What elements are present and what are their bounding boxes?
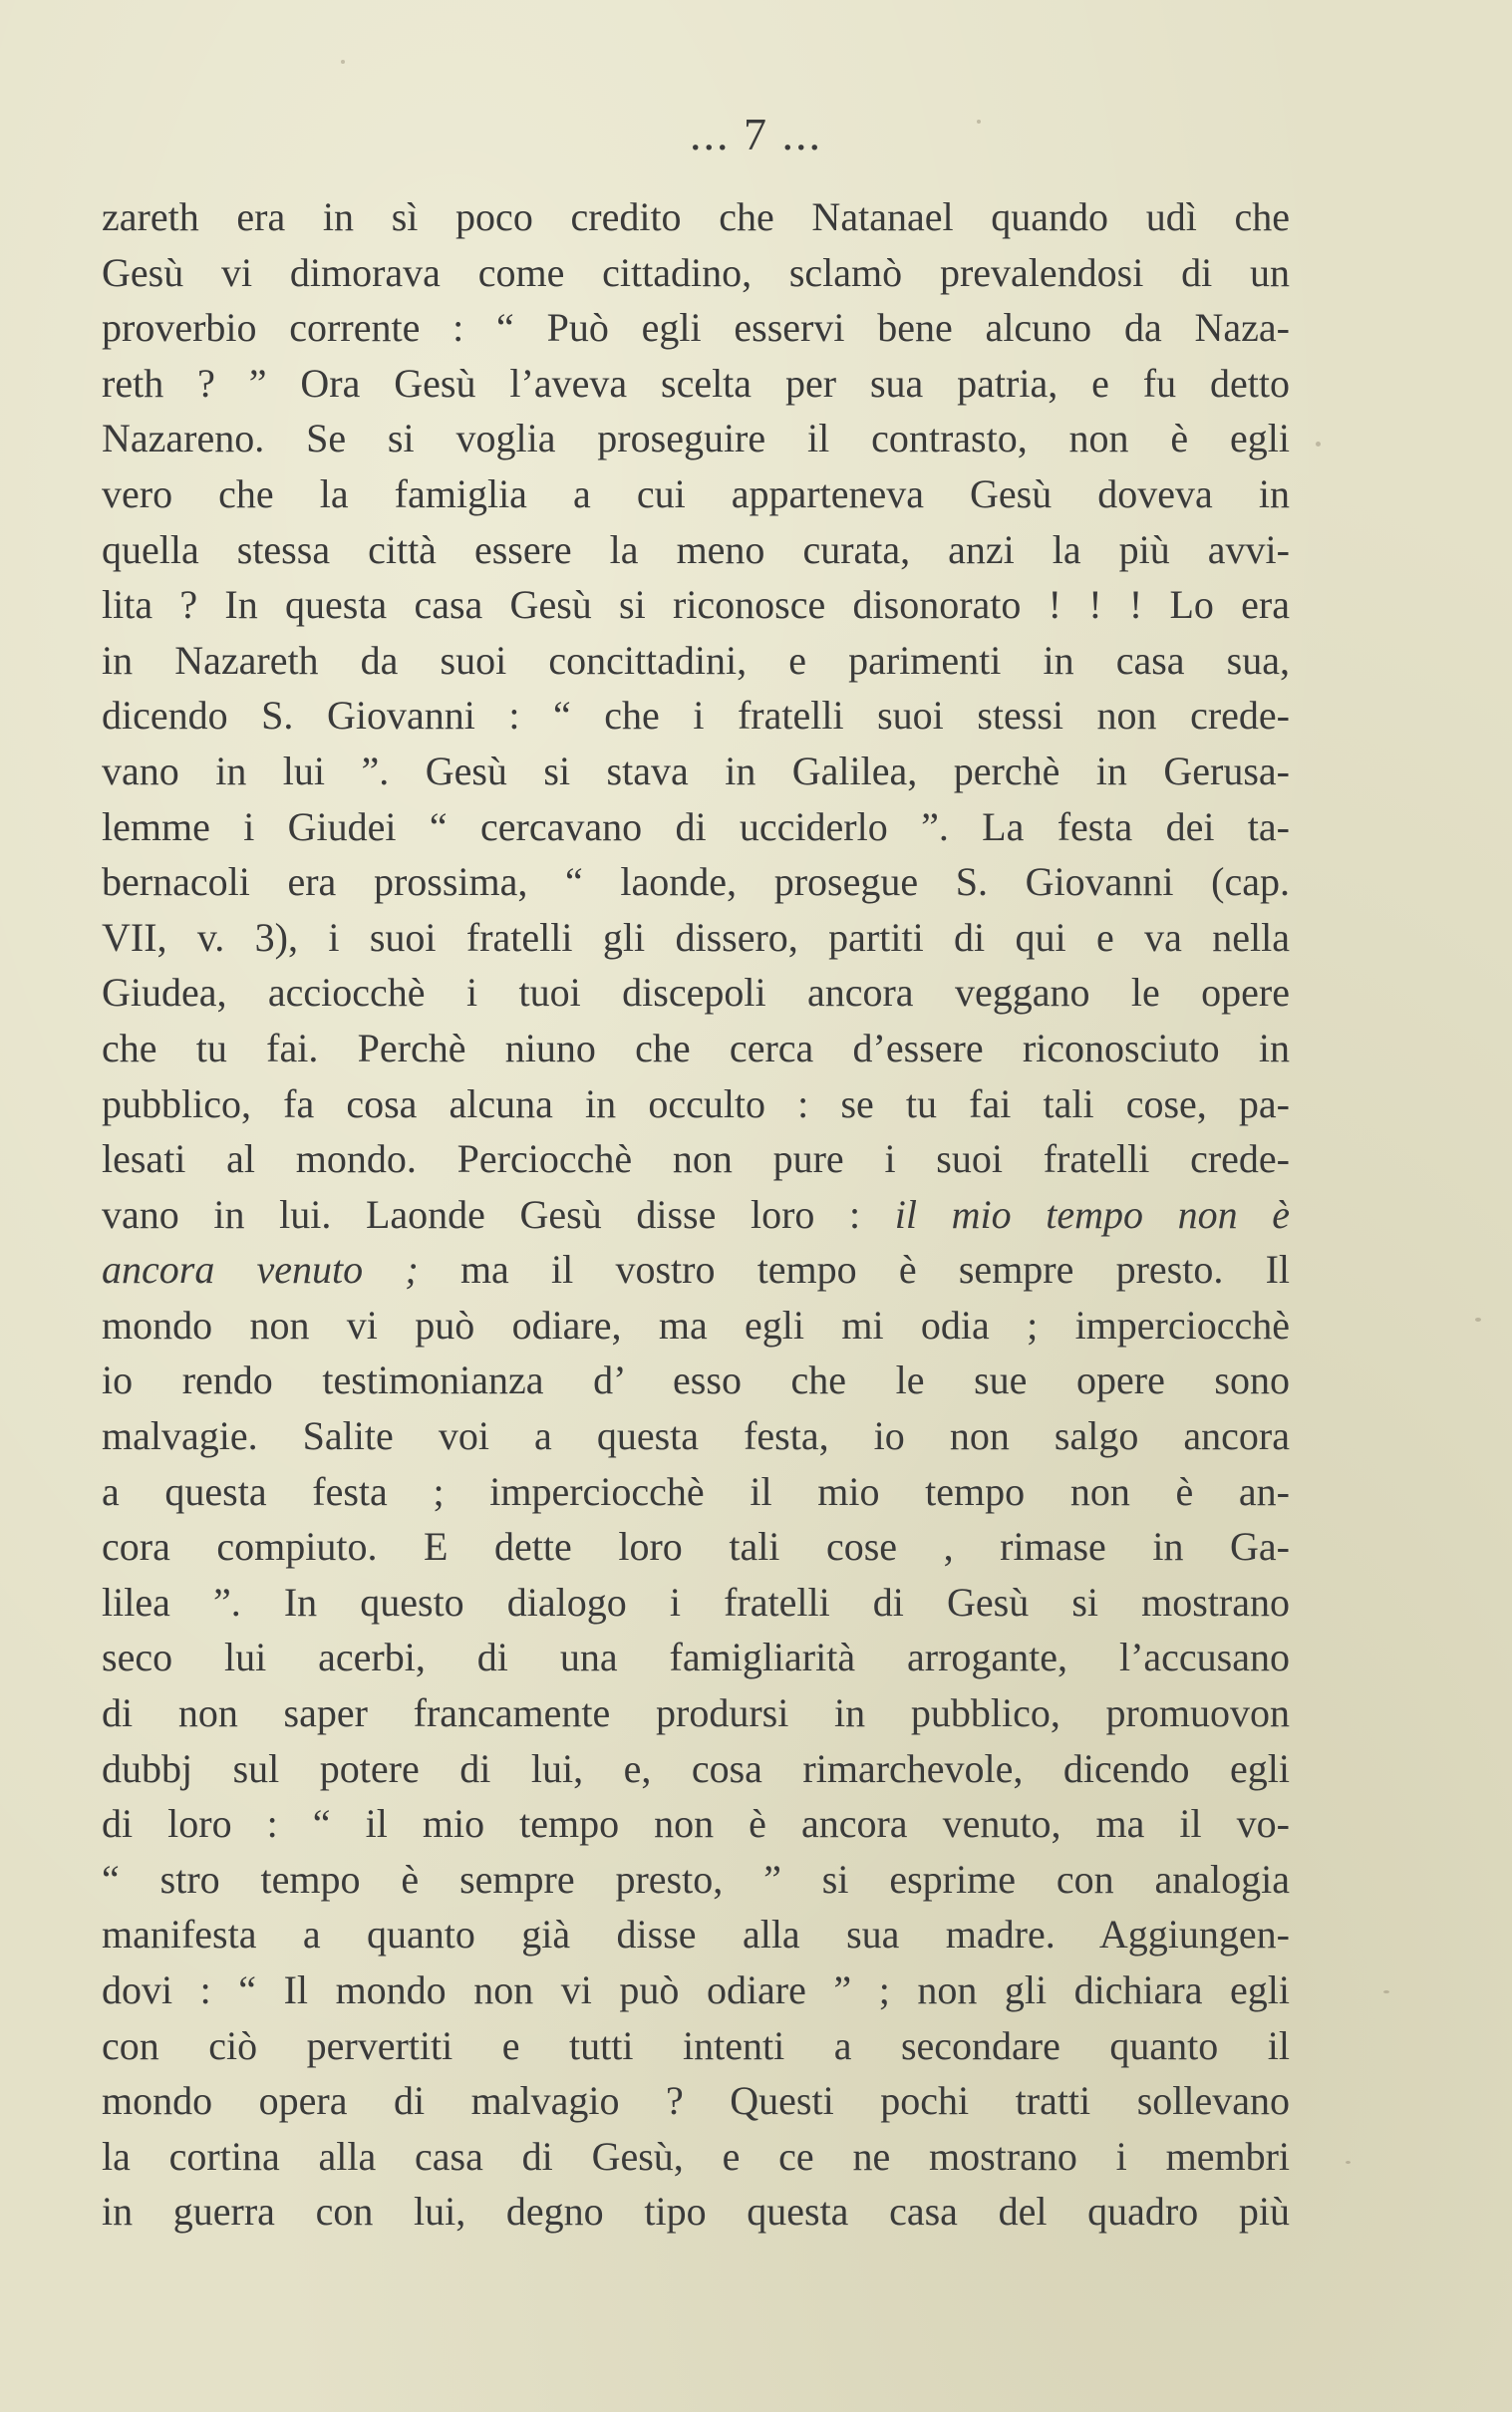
text-line <box>102 522 1290 578</box>
text-line <box>102 189 1290 245</box>
line-text: in Nazareth da suoi concittadini, e parimenti in casa sua, <box>102 637 1290 683</box>
line-text: bernacoli era prossima, “ laonde, prosegue S. Giovanni (cap. <box>102 859 1290 905</box>
line-text: vano in lui ”. Gesù si stava in Galilea, perchè in Gerusa- <box>102 748 1290 793</box>
text-line <box>102 1242 1290 1298</box>
line-text: di non saper francamente prodursi in pubblico, promuovon <box>102 1690 1290 1736</box>
line-text: con ciò pervertiti e tutti intenti a secondare quanto il <box>102 2022 1290 2068</box>
line-text: Gesù vi dimorava come cittadino, sclamò prevalendosi di un <box>102 249 1290 295</box>
paper-speck <box>341 60 345 64</box>
line-text: in guerra con lui, degno tipo questa casa del quadro più <box>102 2189 1290 2235</box>
line-text: dicendo S. Giovanni : “ che i fratelli suoi stessi non crede- <box>102 693 1290 739</box>
line-text: di loro : “ il mio tempo non è ancora venuto, ma il vo- <box>102 1801 1290 1847</box>
text-line <box>102 1852 1290 1908</box>
line-text: mondo opera di malvagio ? Questi pochi tratti sollevano <box>102 2078 1290 2124</box>
line-text: io rendo testimonianza d’ esso che le sue opere sono <box>102 1357 1290 1403</box>
text-line <box>102 577 1290 633</box>
line-text: manifesta a quanto già disse alla sua madre. Aggiungen- <box>102 1912 1290 1958</box>
text-line <box>102 2018 1290 2074</box>
line-text: lilea ”. In questo dialogo i fratelli di Gesù si mostrano <box>102 1579 1290 1625</box>
line-text: “ stro tempo è sempre presto, ” si esprime con analogia <box>102 1856 1290 1902</box>
line-text: vano in lui. Laonde Gesù disse loro : <box>102 1191 861 1237</box>
line-text: Giudea, acciocchè i tuoi discepoli ancora veggano le opere <box>102 970 1290 1016</box>
text-line <box>102 633 1290 689</box>
text-line <box>102 2184 1290 2240</box>
text-line <box>102 466 1290 522</box>
line-text: ma il vostro tempo è sempre presto. Il <box>459 1247 1290 1293</box>
line-text: lesati al mondo. Perciocchè non pure i suoi fratelli crede- <box>102 1136 1290 1182</box>
text-line <box>102 356 1290 412</box>
text-line <box>102 1298 1290 1354</box>
body-text <box>102 189 1290 2240</box>
line-text: la cortina alla casa di Gesù, e ce ne mostrano i membri <box>102 2133 1290 2179</box>
text-line <box>102 1464 1290 1520</box>
paper-speck <box>1316 442 1321 447</box>
text-line <box>102 688 1290 744</box>
line-text: Nazareno. Se si voglia proseguire il contrasto, non è egli <box>102 416 1290 461</box>
text-line <box>102 744 1290 799</box>
line-text: mondo non vi può odiare, ma egli mi odia ; imperciocchè <box>102 1302 1290 1348</box>
text-line <box>102 1187 1290 1243</box>
text-line <box>102 1076 1290 1132</box>
text-line <box>102 910 1290 966</box>
line-text: seco lui acerbi, di una famigliarità arrogante, l’accusano <box>102 1635 1290 1680</box>
text-line <box>102 854 1290 910</box>
line-text: malvagie. Salite voi a questa festa, io non salgo ancora <box>102 1413 1290 1459</box>
text-line <box>102 799 1290 855</box>
line-text: cora compiuto. E dette loro tali cose , rimase in Ga- <box>102 1524 1290 1570</box>
text-line <box>102 1408 1290 1464</box>
paper-speck <box>1383 1990 1389 1993</box>
line-text: dovi : “ Il mondo non vi può odiare ” ; non gli dichiara egli <box>102 1967 1290 2012</box>
line-text: lemme i Giudei “ cercavano di ucciderlo ”. La festa dei ta- <box>102 803 1290 849</box>
text-line <box>102 245 1290 301</box>
line-text: a questa festa ; imperciocchè il mio tempo non è an- <box>102 1468 1290 1514</box>
text-line <box>102 965 1290 1021</box>
text-line <box>102 1131 1290 1187</box>
line-text: reth ? ” Ora Gesù l’aveva scelta per sua patria, e fu detto <box>102 360 1290 406</box>
text-line <box>102 1796 1290 1852</box>
text-line <box>102 1353 1290 1408</box>
text-line <box>102 2073 1290 2129</box>
text-line <box>102 1685 1290 1741</box>
text-line <box>102 300 1290 356</box>
line-text: VII, v. 3), i suoi fratelli gli dissero, partiti di qui e va nella <box>102 914 1290 960</box>
line-italic-text: ancora venuto ; <box>102 1247 419 1293</box>
line-text: proverbio corrente : “ Può egli esservi bene alcuno da Naza- <box>102 305 1290 351</box>
text-line <box>102 1519 1290 1575</box>
line-text: vero che la famiglia a cui apparteneva Gesù doveva in <box>102 470 1290 516</box>
line-text: lita ? In questa casa Gesù si riconosce disonorato ! ! ! Lo era <box>102 582 1290 628</box>
paper-speck <box>1475 1318 1481 1322</box>
text-line <box>102 1907 1290 1962</box>
line-text: che tu fai. Perchè niuno che cerca d’essere riconosciuto in <box>102 1025 1290 1070</box>
line-text: quella stessa città essere la meno curata, anzi la più avvi- <box>102 526 1290 572</box>
text-line <box>102 1741 1290 1797</box>
paper-speck <box>977 120 981 124</box>
text-line <box>102 1021 1290 1076</box>
text-line <box>102 1575 1290 1631</box>
page-number: ... 7 ... <box>690 109 822 159</box>
text-line <box>102 1962 1290 2018</box>
text-line <box>102 411 1290 466</box>
paper-speck <box>1346 2161 1351 2164</box>
text-line <box>102 2129 1290 2185</box>
line-text: dubbj sul potere di lui, e, cosa rimarchevole, dicendo egli <box>102 1745 1290 1791</box>
line-text: zareth era in sì poco credito che Natanael quando udì che <box>102 194 1290 239</box>
text-line <box>102 1630 1290 1685</box>
line-italic-text: il mio tempo non è <box>894 1191 1290 1237</box>
line-text: pubblico, fa cosa alcuna in occulto : se tu fai tali cose, pa- <box>102 1080 1290 1126</box>
